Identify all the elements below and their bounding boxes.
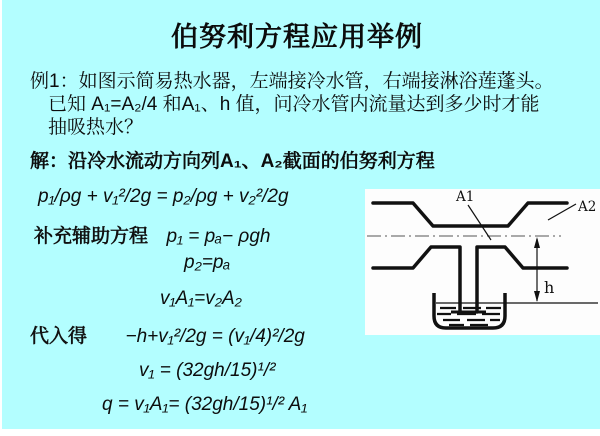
slide-title: 伯努利方程应用举例 (171, 22, 423, 52)
problem-line-3: 抽吸热水？ (48, 117, 144, 138)
a1-label: A1 (456, 189, 475, 205)
substitution-row (30, 321, 305, 348)
aux-equation-1: p₁ = pₐ− ρgh (166, 226, 271, 247)
aux-label: 补充辅助方程 (34, 226, 149, 247)
a1-leader-line (468, 205, 491, 240)
h-arrow-up-icon (534, 237, 540, 248)
velocity-result-equation: v₁ = (32gh/15)¹/² (139, 360, 276, 381)
pipe-top-wall (373, 203, 567, 226)
slide-background (2, 0, 600, 429)
h-label: h (544, 278, 555, 297)
aux-equation-row (34, 221, 270, 248)
bernoulli-equation: p₁/ρg + v₁²/2g = p₂/ρg + v₂²/2g (38, 186, 289, 207)
substituted-equation: −h+v₁²/2g = (v₁/4)²/2g (125, 326, 305, 347)
problem-line-1: 例1：如图示简易热水器，左端接冷水管，右端接淋浴莲蓬头。 (30, 71, 554, 92)
problem-line-2: 已知 A₁=A₂/4 和A₁、h 值，问冷水管内流量达到多少时才能 (48, 94, 540, 115)
pipe-bottom-left-wall (373, 247, 460, 312)
solution-intro: 解：沿冷水流动方向列A₁、A₂截面的伯努利方程 (30, 151, 435, 172)
substitution-label: 代入得 (30, 326, 88, 347)
h-arrow-down-icon (534, 291, 540, 302)
venturi-diagram (365, 189, 600, 335)
flow-rate-result-equation: q = v₁A₁= (32gh/15)¹/² A₁ (102, 394, 308, 415)
venturi-diagram-svg (365, 189, 600, 335)
continuity-equation: v₁A₁=v₂A₂ (160, 288, 242, 309)
a2-leader-line (548, 204, 576, 220)
a2-label: A2 (578, 199, 597, 215)
aux-equation-2: p₂=pₐ (184, 252, 231, 273)
